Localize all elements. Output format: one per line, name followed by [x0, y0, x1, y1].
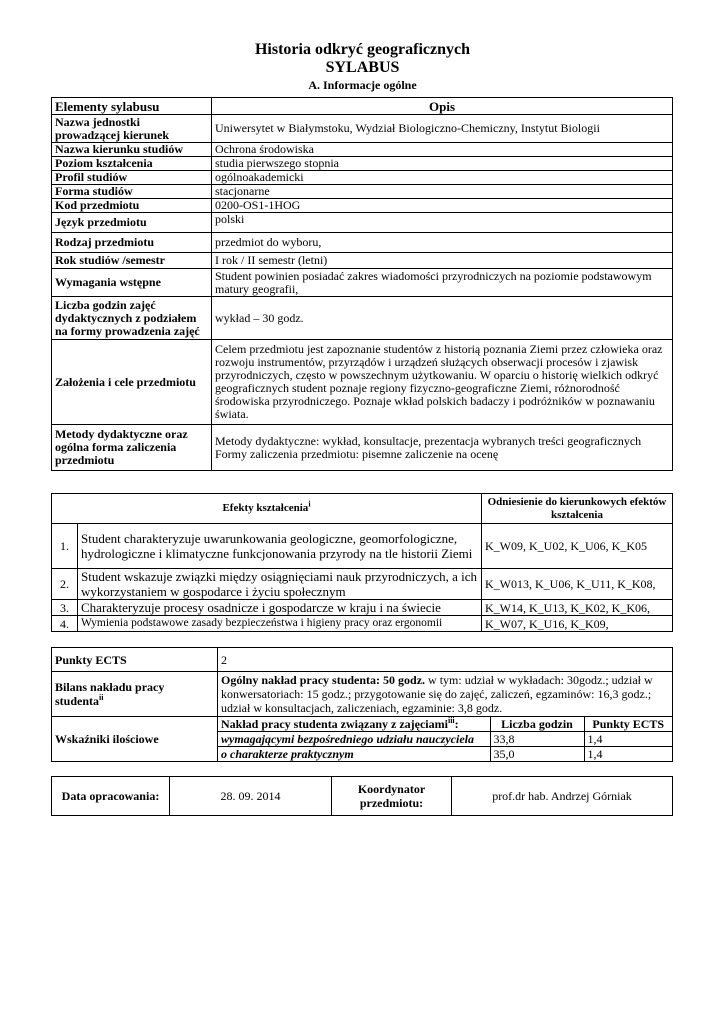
column-header-effects: Efekty kształcenia$^i$: [52, 494, 482, 524]
indicators-cell: [218, 717, 673, 762]
table-row: [52, 297, 673, 340]
row-value: stacjonarne: [212, 185, 673, 199]
outcome-number: 4.: [52, 616, 78, 632]
date-label: Data opracowania:: [52, 777, 170, 816]
row-value: Uniwersytet w Białymstoku, Wydział Biologiczno-Chemiczny, Instytut Biologii: [212, 115, 673, 143]
outcome-reference: K_W07, K_U16, K_K09,: [482, 616, 673, 632]
row-value: ogólnoakademicki: [212, 171, 673, 185]
page-header: [0, 41, 725, 92]
outcome-number: 1.: [52, 524, 78, 569]
row-label: Liczba godzin zajęć dydaktycznych z podziałem na formy prowadzenia zajęć: [52, 297, 212, 340]
workload-description: Ogólny nakład pracy studenta: 50 godz. w tym: udział w wykładach: 30godz.; udział w konwersatoriach: 15 godz.; przygotowanie się do zajęć, zaliczeń, egzaminów: 16,3 godz.; udział w konsultacjach, zaliczeniach, egzaminie: 3,8 godz.: [218, 672, 673, 717]
document-title: Historia odkryć geograficznych: [254, 41, 471, 58]
coordinator-label: Koordynator przedmiotu:: [332, 777, 452, 816]
table-row: [52, 616, 673, 632]
table-row: [218, 732, 672, 747]
row-label: Nazwa kierunku studiów: [52, 143, 212, 157]
outcome-number: 2.: [52, 569, 78, 600]
table-row: [52, 600, 673, 616]
teaching-methods: Metody dydaktyczne: wykład, konsultacje, prezentacja wybranych treści geograficznych: [215, 433, 642, 448]
row-label: Poziom kształcenia: [52, 157, 212, 171]
indicators-label: Wskaźniki ilościowe: [52, 717, 218, 762]
outcome-text: Student charakteryzuje uwarunkowania geologiczne, geomorfologiczne, hydrologiczne i klimatyczne funkcjonowania przyrody na tle historii Ziemi: [78, 524, 482, 569]
coordinator-value: prof.dr hab. Andrzej Górniak: [452, 777, 673, 816]
table-row: [218, 747, 672, 762]
indicators-table: [218, 717, 672, 761]
outcome-reference: K_W013, K_U06, K_U11, K_K08,: [482, 569, 673, 600]
ects-points-value: 2: [218, 648, 673, 672]
indicators-header-workload: Nakład pracy studenta związany z zajęciami$^{iii}$:: [218, 717, 490, 732]
indicator-label: wymagającymi bezpośredniego udziału nauczyciela: [218, 732, 490, 747]
table-row: [52, 253, 673, 269]
section-heading: A. Informacje ogólne: [308, 78, 417, 92]
row-value: Student powinien posiadać zakres wiadomości przyrodniczych na poziomie podstawowym matury geografii,: [212, 269, 673, 297]
column-header-reference: Odniesienie do kierunkowych efektów kształcenia: [482, 494, 673, 524]
row-label: Rok studiów /semestr: [52, 253, 212, 269]
table-row: [52, 157, 673, 171]
column-header-description: Opis: [212, 98, 673, 115]
row-value: Celem przedmiotu jest zapoznanie studentów z historią poznania Ziemi przez człowieka oraz rozwoju instrumentów, przyrządów i urządzeń służących obserwacji procesów i zjawisk przyrodniczych, często w powszechnym użytkowaniu. W oparciu o historię wielkich odkryć geograficznych student poznaje regiony fizyczno-geograficzne Ziemi, różnorodność środowiska przyrodniczego. Poznaje wkład polskich badaczy i podróżników w poznawaniu świata.: [212, 340, 673, 425]
table-row: [52, 171, 673, 185]
row-value: polski: [212, 213, 673, 233]
row-value: [212, 425, 673, 471]
table-row: [52, 115, 673, 143]
table-row: [52, 213, 673, 233]
indicator-points: 1,4: [584, 747, 672, 762]
outcome-text: Wymienia podstawowe zasady bezpieczeństwa i higieny pracy oraz ergonomii: [78, 616, 482, 632]
row-label: Założenia i cele przedmiotu: [52, 340, 212, 425]
row-label: Metody dydaktyczne oraz ogólna forma zaliczenia przedmiotu: [52, 425, 212, 471]
row-label: Kod przedmiotu: [52, 199, 212, 213]
row-label: Rodzaj przedmiotu: [52, 233, 212, 253]
outcome-number: 3.: [52, 600, 78, 616]
row-label: Nazwa jednostki prowadzącej kierunek: [52, 115, 212, 143]
table-row: [52, 425, 673, 471]
ects-points-label: Punkty ECTS: [52, 648, 218, 672]
table-row: [52, 185, 673, 199]
indicators-header-hours: Liczba godzin: [490, 717, 584, 732]
row-value: przedmiot do wyboru,: [212, 233, 673, 253]
indicator-hours: 33,8: [490, 732, 584, 747]
indicator-label: o charakterze praktycznym: [218, 747, 490, 762]
footer-table: [51, 776, 673, 816]
column-header-elements: Elementy sylabusu: [52, 98, 212, 115]
row-value: 0200-OS1-1HOG: [212, 199, 673, 213]
general-info-table: [51, 97, 673, 471]
outcome-text: Student wskazuje związki między osiągnięciami nauk przyrodniczych, a ich wykorzystaniem w gospodarce i życiu społecznym: [78, 569, 482, 600]
table-row: [52, 340, 673, 425]
row-label: Profil studiów: [52, 171, 212, 185]
table-row: [52, 233, 673, 253]
learning-outcomes-table: [51, 493, 673, 632]
table-row: [52, 269, 673, 297]
row-value: wykład – 30 godz.: [212, 297, 673, 340]
outcome-reference: K_W14, K_U13, K_K02, K_K06,: [482, 600, 673, 616]
row-value: Ochrona środowiska: [212, 143, 673, 157]
table-row: [52, 143, 673, 157]
row-label: Język przedmiotu: [52, 213, 212, 233]
indicator-points: 1,4: [584, 732, 672, 747]
row-value: I rok / II semestr (letni): [212, 253, 673, 269]
indicators-header-points: Punkty ECTS: [584, 717, 672, 732]
workload-label: Bilans nakładu pracy studenta$^{ii}$: [52, 672, 218, 717]
document-subtitle: SYLABUS: [325, 59, 400, 76]
assessment-form: Formy zaliczenia przedmiotu: pisemne zaliczenie na ocenę: [215, 446, 499, 461]
table-row: [52, 569, 673, 600]
date-value: 28. 09. 2014: [170, 777, 332, 816]
ects-table: [51, 647, 673, 762]
outcome-text: Charakteryzuje procesy osadnicze i gospodarcze w kraju i na świecie: [78, 600, 482, 616]
indicator-hours: 35,0: [490, 747, 584, 762]
row-label: Wymagania wstępne: [52, 269, 212, 297]
row-label: Forma studiów: [52, 185, 212, 199]
outcome-reference: K_W09, K_U02, K_U06, K_K05: [482, 524, 673, 569]
table-row: [52, 199, 673, 213]
table-row: [52, 524, 673, 569]
row-value: studia pierwszego stopnia: [212, 157, 673, 171]
